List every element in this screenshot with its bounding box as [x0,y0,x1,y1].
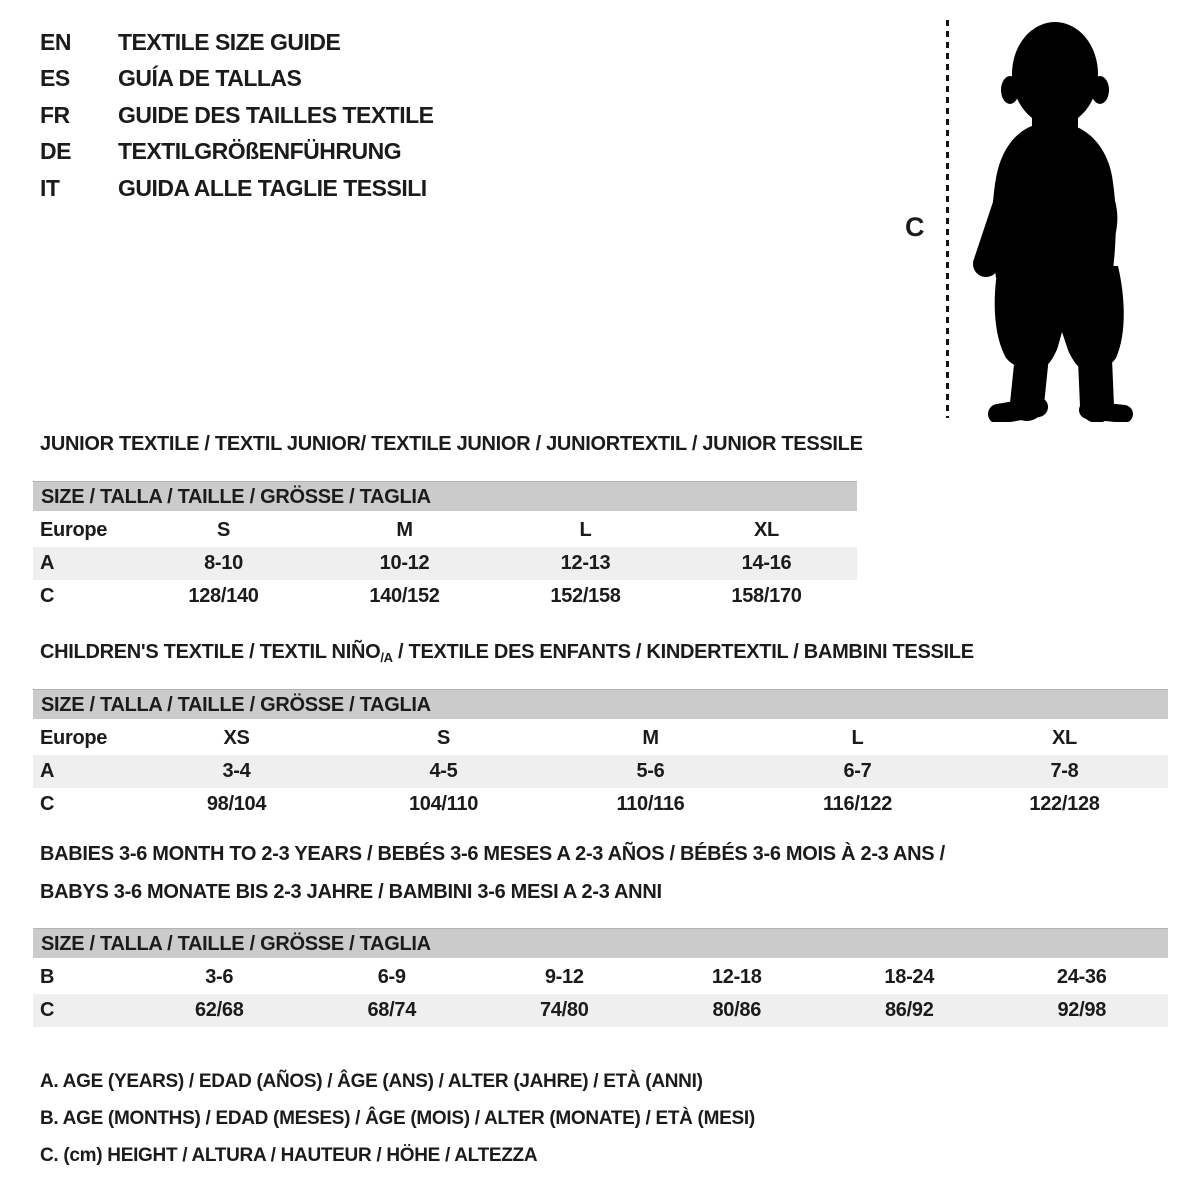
age-value: 12-13 [560,552,611,574]
size-value: S [436,727,451,749]
table-row-age [33,755,1168,788]
height-measure-label: C [905,212,925,242]
measurement-legend [40,1063,755,1174]
table-row-height [33,580,857,613]
guide-title: TEXTILE SIZE GUIDE [118,28,341,55]
height-value: 110/116 [616,793,685,815]
age-months-value: 18-24 [884,966,935,988]
size-value: XS [223,727,250,749]
size-value: L [579,519,592,541]
size-value: M [642,727,659,749]
children-heading-prefix: CHILDREN'S TEXTILE / TEXTIL NIÑO [40,641,381,663]
list-item [40,134,434,171]
guide-title: GUÍA DE TALLAS [118,65,302,92]
row-label: B [40,966,55,988]
row-label: C [40,999,55,1021]
babies-size-table [33,928,1168,1027]
height-value: 86/92 [884,999,934,1021]
size-header-bar: SIZE / TALLA / TAILLE / GRÖSSE / TAGLIA [33,928,1168,958]
junior-size-table [33,481,857,613]
size-header-bar: SIZE / TALLA / TAILLE / GRÖSSE / TAGLIA [33,481,857,511]
table-row-europe [33,514,857,547]
height-value: 104/110 [408,793,479,815]
age-value: 14-16 [741,552,792,574]
age-months-value: 3-6 [205,966,234,988]
children-heading-subscript: /A [380,650,393,665]
language-title-list [40,24,434,207]
age-months-value: 24-36 [1056,966,1107,988]
age-months-value: 12-18 [711,966,762,988]
language-code: FR [40,101,70,128]
children-section-heading [40,641,974,665]
table-row-height [33,788,1168,821]
list-item [40,24,434,61]
height-value: 116/122 [822,793,893,815]
language-code: ES [40,65,70,92]
height-value: 62/68 [194,999,244,1021]
age-value: 7-8 [1050,760,1079,782]
age-value: 4-5 [429,760,458,782]
guide-title: GUIDE DES TAILLES TEXTILE [118,101,434,128]
size-value: XL [1052,727,1077,749]
table-row-europe [33,722,1168,755]
table-row-age-months [33,961,1168,994]
junior-section-heading: JUNIOR TEXTILE / TEXTIL JUNIOR/ TEXTILE JUNIOR / JUNIORTEXTIL / JUNIOR TESSILE [40,433,863,455]
legend-height-cm: C. (cm) HEIGHT / ALTURA / HAUTEUR / HÖHE / ALTEZZA [40,1144,538,1166]
table-row-age [33,547,857,580]
toddler-silhouette-icon [956,16,1152,422]
height-value: 98/104 [206,793,267,815]
guide-title: TEXTILGRÖßENFÜHRUNG [118,138,402,165]
age-months-value: 9-12 [544,966,584,988]
table-row-height [33,994,1168,1027]
height-value: 152/158 [550,585,621,607]
age-value: 6-7 [843,760,872,782]
height-value: 74/80 [539,999,589,1021]
babies-section-heading-line1: BABIES 3-6 MONTH TO 2-3 YEARS / BEBÉS 3-6 MESES A 2-3 AÑOS / BÉBÉS 3-6 MOIS À 2-3 ANS / [40,843,945,865]
language-code: DE [40,138,71,165]
height-value: 128/140 [188,585,259,607]
size-value: M [396,519,413,541]
legend-age-years: A. AGE (YEARS) / EDAD (AÑOS) / ÂGE (ANS) / ALTER (JAHRE) / ETÀ (ANNI) [40,1070,703,1092]
height-value: 122/128 [1029,793,1100,815]
children-heading-suffix: / TEXTILE DES ENFANTS / KINDERTEXTIL / BAMBINI TESSILE [392,641,974,663]
row-label: C [40,793,55,815]
height-value: 80/86 [712,999,762,1021]
height-value: 92/98 [1057,999,1107,1021]
language-code: IT [40,174,60,201]
height-value: 158/170 [731,585,802,607]
height-measure-dashed-line [946,20,949,418]
list-item [40,97,434,134]
size-value: L [851,727,864,749]
babies-section-heading-line2: BABYS 3-6 MONATE BIS 2-3 JAHRE / BAMBINI 3-6 MESI A 2-3 ANNI [40,881,662,903]
size-header-bar: SIZE / TALLA / TAILLE / GRÖSSE / TAGLIA [33,689,1168,719]
height-value: 68/74 [367,999,417,1021]
list-item [40,61,434,98]
age-value: 3-4 [222,760,251,782]
guide-title: GUIDA ALLE TAGLIE TESSILI [118,174,427,201]
children-size-table [33,689,1168,821]
row-label: A [40,552,55,574]
list-item [40,170,434,207]
height-value: 140/152 [369,585,440,607]
legend-age-months: B. AGE (MONTHS) / EDAD (MESES) / ÂGE (MOIS) / ALTER (MONATE) / ETÀ (MESI) [40,1107,755,1129]
row-label: Europe [40,727,108,749]
size-value: XL [754,519,779,541]
language-code: EN [40,28,71,55]
age-value: 8-10 [204,552,243,574]
row-label: C [40,585,55,607]
row-label: A [40,760,55,782]
age-value: 10-12 [379,552,430,574]
size-value: S [216,519,231,541]
row-label: Europe [40,519,108,541]
age-months-value: 6-9 [377,966,406,988]
age-value: 5-6 [636,760,665,782]
